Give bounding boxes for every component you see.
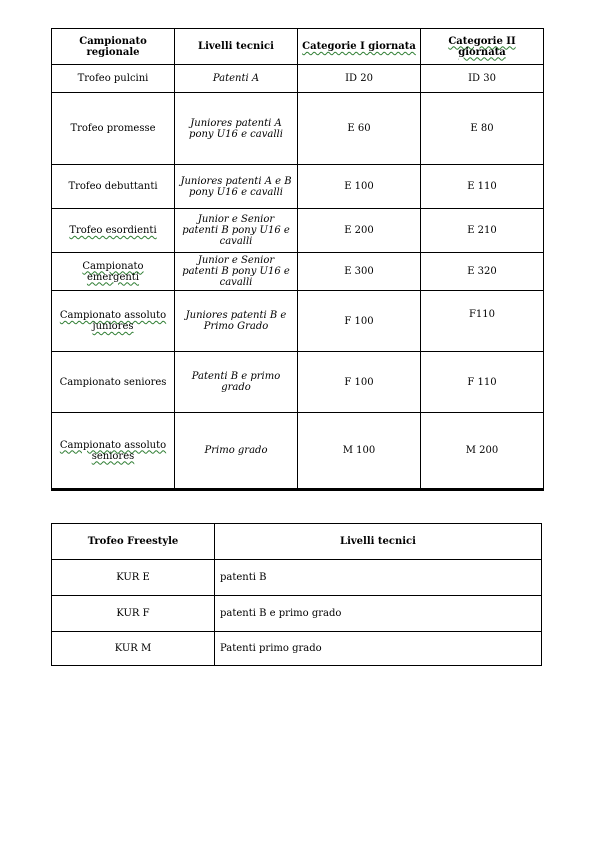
cell-livelli: Juniores patenti A pony U16 e cavalli (175, 93, 298, 165)
cell-livelli: patenti B (215, 560, 542, 596)
cell-cat-1: E 200 (298, 209, 421, 253)
cell-cat-1: F 100 (298, 352, 421, 413)
cell-kur: KUR E (52, 560, 215, 596)
cell-cat-1: E 60 (298, 93, 421, 165)
cell-campionato-text: Campionato emergenti (82, 260, 144, 283)
cell-campionato: Trofeo debuttanti (52, 165, 175, 209)
cell-kur: KUR M (52, 632, 215, 666)
cell-livelli: Juniores patenti A e B pony U16 e cavalli (175, 165, 298, 209)
cell-campionato: Trofeo pulcini (52, 65, 175, 93)
table-header-row (52, 524, 542, 560)
cell-livelli: Patenti B e primo grado (175, 352, 298, 413)
cell-cat-2: E 80 (421, 93, 544, 165)
header-categorie-2-text: Categorie II giornata (448, 35, 516, 58)
cell-livelli: Patenti A (175, 65, 298, 93)
cell-campionato: Trofeo promesse (52, 93, 175, 165)
table-header-row (52, 29, 544, 65)
header-trofeo-freestyle: Trofeo Freestyle (52, 524, 215, 560)
cell-cat-1: E 100 (298, 165, 421, 209)
cell-cat-2: M 200 (421, 413, 544, 490)
header-livelli: Livelli tecnici (175, 29, 298, 65)
cell-livelli: patenti B e primo grado (215, 596, 542, 632)
header-categorie-1-text: Categorie I giornata (302, 41, 416, 52)
cell-livelli: Primo grado (175, 413, 298, 490)
table-row (52, 596, 542, 632)
cell-cat-1: ID 20 (298, 65, 421, 93)
table-row (52, 165, 544, 209)
freestyle-table (51, 523, 542, 666)
cell-campionato: Campionato seniores (52, 352, 175, 413)
cell-campionato-text: Campionato assoluto seniores (59, 439, 167, 462)
table-row (52, 291, 544, 352)
header-livelli-tecnici: Livelli tecnici (215, 524, 542, 560)
table-row (52, 209, 544, 253)
cell-livelli: Patenti primo grado (215, 632, 542, 666)
cell-campionato (52, 253, 175, 291)
cell-livelli: Junior e Senior patenti B pony U16 e cavalli (175, 253, 298, 291)
table-row (52, 253, 544, 291)
cell-campionato-text: Trofeo esordienti (69, 225, 157, 236)
header-categorie-2 (421, 29, 544, 65)
cell-cat-2: F 110 (421, 352, 544, 413)
table-row (52, 65, 544, 93)
cell-kur: KUR F (52, 596, 215, 632)
cell-campionato-text: Campionato assoluto juniores (59, 310, 167, 332)
table-row (52, 413, 544, 490)
table-row (52, 632, 542, 666)
cell-campionato (52, 209, 175, 253)
cell-cat-2: E 210 (421, 209, 544, 253)
cell-campionato (52, 413, 175, 490)
table-row (52, 352, 544, 413)
cell-livelli: Junior e Senior patenti B pony U16 e cavalli (175, 209, 298, 253)
header-campionato: Campionato regionale (52, 29, 175, 65)
cell-cat-1: F 100 (298, 291, 421, 352)
cell-cat-1: M 100 (298, 413, 421, 490)
header-categorie-1 (298, 29, 421, 65)
table-row (52, 560, 542, 596)
competition-table (51, 28, 544, 491)
cell-livelli: Juniores patenti B e Primo Grado (175, 291, 298, 352)
cell-campionato (52, 291, 175, 352)
cell-cat-2: E 110 (421, 165, 544, 209)
cell-cat-2: F110 (421, 291, 544, 352)
cell-cat-1: E 300 (298, 253, 421, 291)
table-row (52, 93, 544, 165)
cell-cat-2: ID 30 (421, 65, 544, 93)
cell-cat-2: E 320 (421, 253, 544, 291)
